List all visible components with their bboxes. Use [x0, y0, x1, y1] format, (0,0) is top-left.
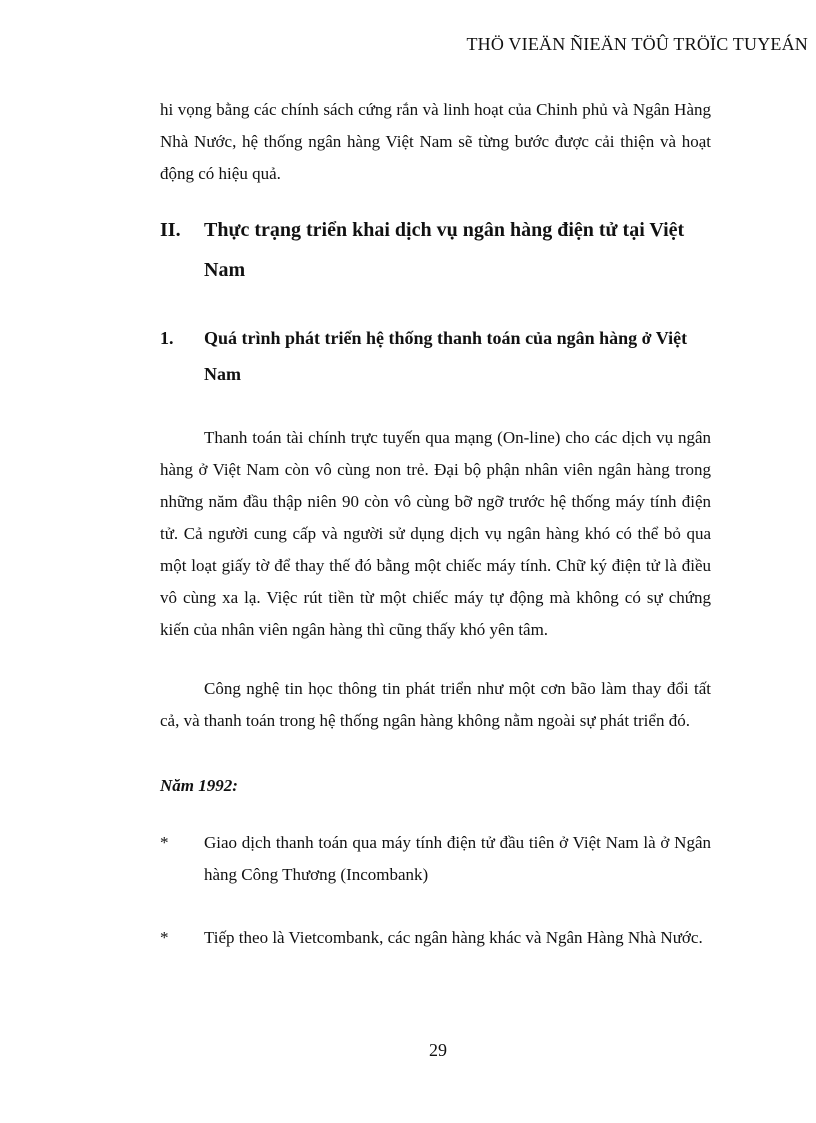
intro-paragraph-text: hi vọng bằng các chính sách cứng rắn và linh hoạt của Chinh phủ và Ngân Hàng Nhà Nước, hệ thống ngân hàng Việt Nam sẽ từng bước được cải thiện và hoạt động có hiệu quả.	[160, 100, 711, 183]
bullet-item-1	[160, 827, 711, 891]
body-paragraph-2-text: Công nghệ tin học thông tin phát triển như một cơn bão làm thay đổi tất cả, và thanh toán trong hệ thống ngân hàng không nằm ngoài sự phát triển đó.	[160, 679, 711, 730]
bullet-text: Giao dịch thanh toán qua máy tính điện tử đầu tiên ở Việt Nam là ở Ngân hàng Công Thương (Incombank)	[204, 833, 711, 884]
bullet-text: Tiếp theo là Vietcombank, các ngân hàng khác và Ngân Hàng Nhà Nước.	[204, 928, 703, 947]
intro-paragraph	[160, 94, 711, 190]
bullet-item-2	[160, 922, 711, 954]
body-paragraph-2	[160, 673, 711, 737]
bullet-marker: *	[160, 833, 169, 852]
subsection-title: Quá trình phát triển hệ thống thanh toán của ngân hàng ở Việt Nam	[204, 328, 688, 384]
section-title: Thực trạng triển khai dịch vụ ngân hàng điện tử tại Việt Nam	[204, 219, 685, 281]
page-number: 29	[429, 1040, 447, 1060]
subsection-number: 1.	[160, 328, 174, 348]
body-paragraph-1	[160, 422, 711, 646]
running-header: THÖ VIEÄN ÑIEÄN TÖÛ TRÖÏC TUYEÁN	[466, 34, 808, 54]
subsection-heading	[160, 320, 715, 392]
section-heading	[160, 210, 715, 290]
body-paragraph-1-text: Thanh toán tài chính trực tuyến qua mạng (On-line) cho các dịch vụ ngân hàng ở Việt Nam còn vô cùng non trẻ. Đại bộ phận nhân viên ngân hàng trong những năm đầu thập niên 90 còn vô cùng bỡ ngỡ trước hệ thống máy tính điện tử. Cả người cung cấp và người sử dụng dịch vụ ngân hàng khó có thể bỏ qua một loạt giấy tờ để thay thế đó bằng một chiếc máy tính. Chữ ký điện tử là điều vô cùng xa lạ. Việc rút tiền từ một chiếc máy tự động mà không có sự chứng kiến của nhân viên ngân hàng thì cũng thấy khó yên tâm.	[160, 428, 711, 639]
bullet-marker: *	[160, 928, 169, 947]
section-number: II.	[160, 219, 181, 241]
year-label: Năm 1992:	[160, 776, 238, 795]
